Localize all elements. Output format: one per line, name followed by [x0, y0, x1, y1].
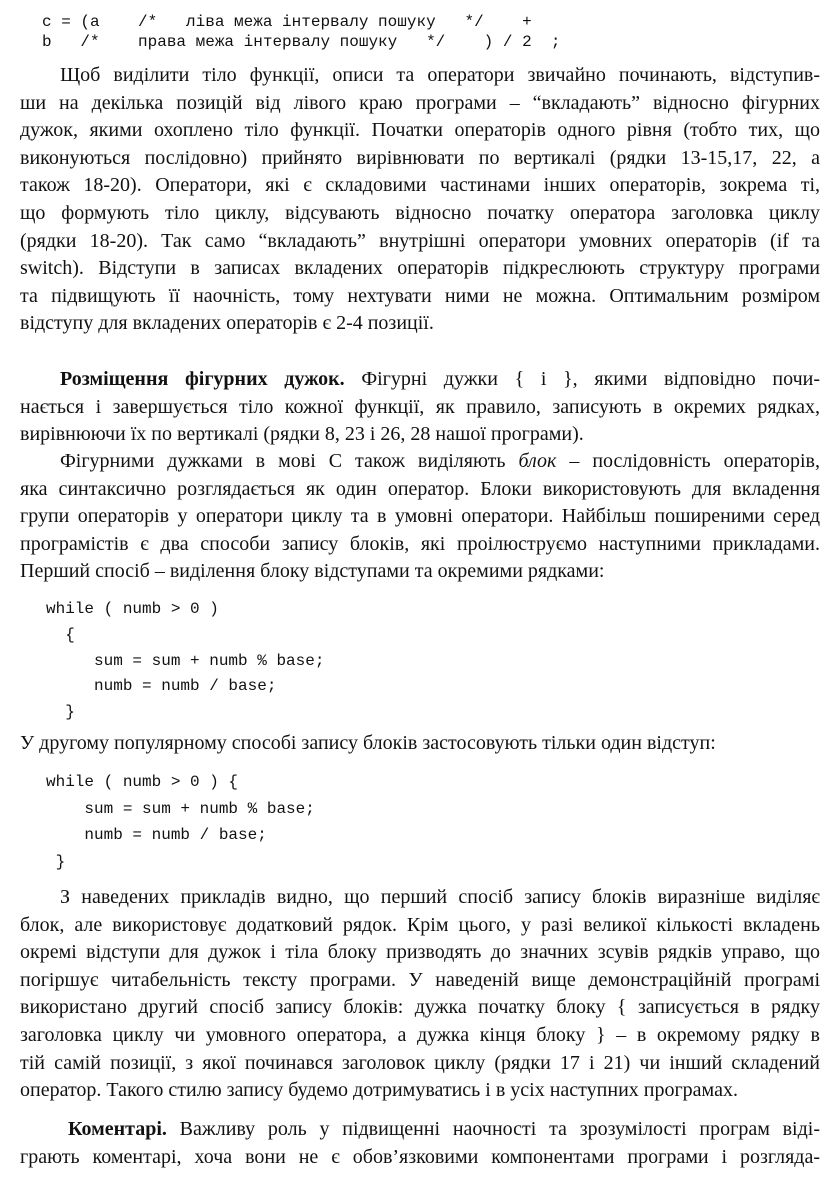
text-line: групи операторів у оператори циклу та в умовні оператори. Найбільш поширеними серед — [20, 505, 820, 528]
text-line: – послідовність операторів, — [569, 450, 820, 472]
code-line: b /* права межа інтервалу пошуку */ ) / 2 ; — [42, 33, 561, 51]
code-example-2 — [46, 769, 315, 875]
text-line: Щоб виділити тіло функції, описи та оператори звичайно починають, відступив- — [60, 64, 820, 86]
text-line: (рядки 18-20). Так само “вкладають” внутрішні оператори умовних операторів (if та — [20, 229, 820, 252]
text-line: Важливу роль у підвищенні наочності та зрозумілості програм віді- — [179, 1118, 821, 1140]
code-line: while ( numb > 0 ) { — [46, 773, 239, 791]
text-line: та підвищують її наочність, тому нехтувати ними не можна. Оптимальним розміром — [20, 284, 820, 307]
text-line: Фігурними дужками в мові С також виділяють — [60, 450, 506, 472]
code-line: numb = numb / base; — [46, 826, 267, 844]
text-line: Фігурні дужки { і }, якими відповідно почи- — [361, 368, 821, 390]
text-line: switch). Відступи в записах вкладених операторів підкреслюють структуру програми — [20, 257, 820, 280]
code-line: sum = sum + numb % base; — [46, 799, 315, 818]
text-line: У другому популярному способі запису блоків застосовують тільки один відступ: — [20, 732, 716, 754]
paragraph-braces — [20, 366, 820, 449]
text-line: грають коментарі, хоча вони не є обов’язковими компонентами програми і розгляда- — [20, 1145, 820, 1168]
text-line: заголовка циклу чи умовного оператора, а дужка кінця блоку } – в окремому рядку в — [20, 1023, 820, 1046]
text-line: також 18-20). Оператори, які є складовими частинами інших операторів, зокрема ті, — [20, 174, 820, 197]
text-line: оператор. Такого стилю запису будемо дотримуватись і в усіх наступних програмах. — [20, 1079, 738, 1102]
text-line: окремі відступи для дужок і тіла блоку призводять до значних зсувів рядків управо, що — [20, 941, 820, 964]
paragraph-blocks — [20, 448, 820, 586]
code-fragment-top — [42, 12, 560, 52]
text-line: ши на декілька позицій від лівого краю програми – “вкладають” відносно фігурних — [20, 91, 820, 114]
text-line: використано другий спосіб запису блоків: дужка початку блоку { записується в рядку — [20, 996, 820, 1019]
code-example-1 — [46, 597, 324, 726]
code-line: numb = numb / base; — [46, 677, 277, 696]
code-line: sum = sum + numb % base; — [46, 651, 325, 670]
text-line: яка синтаксично розглядається як один оператор. Блоки використовують для вкладення — [20, 477, 820, 500]
code-line: while ( numb > 0 ) — [46, 600, 219, 618]
text-line: програмістів є два способи запису блоків, які проілюструємо наступними прикладами. — [20, 532, 820, 555]
paragraph-comments — [20, 1116, 820, 1171]
term-block: блок — [518, 450, 557, 472]
text-line: Перший спосіб – виділення блоку відступами та окремими рядками: — [20, 560, 605, 583]
section-heading: Розміщення фігурних дужок. — [60, 368, 345, 390]
text-line: погіршує читабельність тексту програми. У наведеній вище демонстраційній програмі — [20, 968, 820, 991]
text-line: блок, але використовує додатковий рядок. Крім цього, у разі великої кількості вкладень — [20, 913, 820, 936]
text-line: дужок, якими охоплено тіло функції. Початки операторів одного рівня (тобто тих, що — [20, 119, 820, 142]
paragraph-second-method — [20, 730, 820, 758]
code-line: { — [46, 625, 75, 644]
code-line: } — [46, 852, 66, 871]
section-heading: Коментарі. — [68, 1118, 167, 1140]
paragraph-indentation — [20, 62, 820, 338]
text-line: виконуються послідовно) прийнято вирівнювати по вертикалі (рядки 13-15,17, 22, а — [20, 146, 820, 169]
text-line: вирівнюючи їх по вертикалі (рядки 8, 23 і 26, 28 нашої програми). — [20, 423, 584, 446]
text-line: нається і завершується тіло кожної функції, як правило, записують в окремих рядках, — [20, 395, 820, 418]
paragraph-comparison — [20, 884, 820, 1105]
code-line: c = (a /* ліва межа інтервалу пошуку */ + — [42, 13, 532, 31]
text-line: тій самій позиції, з якої починався заголовок циклу (рядки 17 і 21) чи інший складений — [20, 1051, 820, 1074]
text-line: відступу для вкладених операторів є 2-4 позиції. — [20, 312, 434, 335]
text-line: що формують тіло циклу, відсувають відносно початку оператора заголовка циклу — [20, 201, 820, 224]
code-line: } — [46, 703, 75, 722]
text-line: З наведених прикладів видно, що перший спосіб запису блоків виразніше виділяє — [60, 886, 820, 908]
